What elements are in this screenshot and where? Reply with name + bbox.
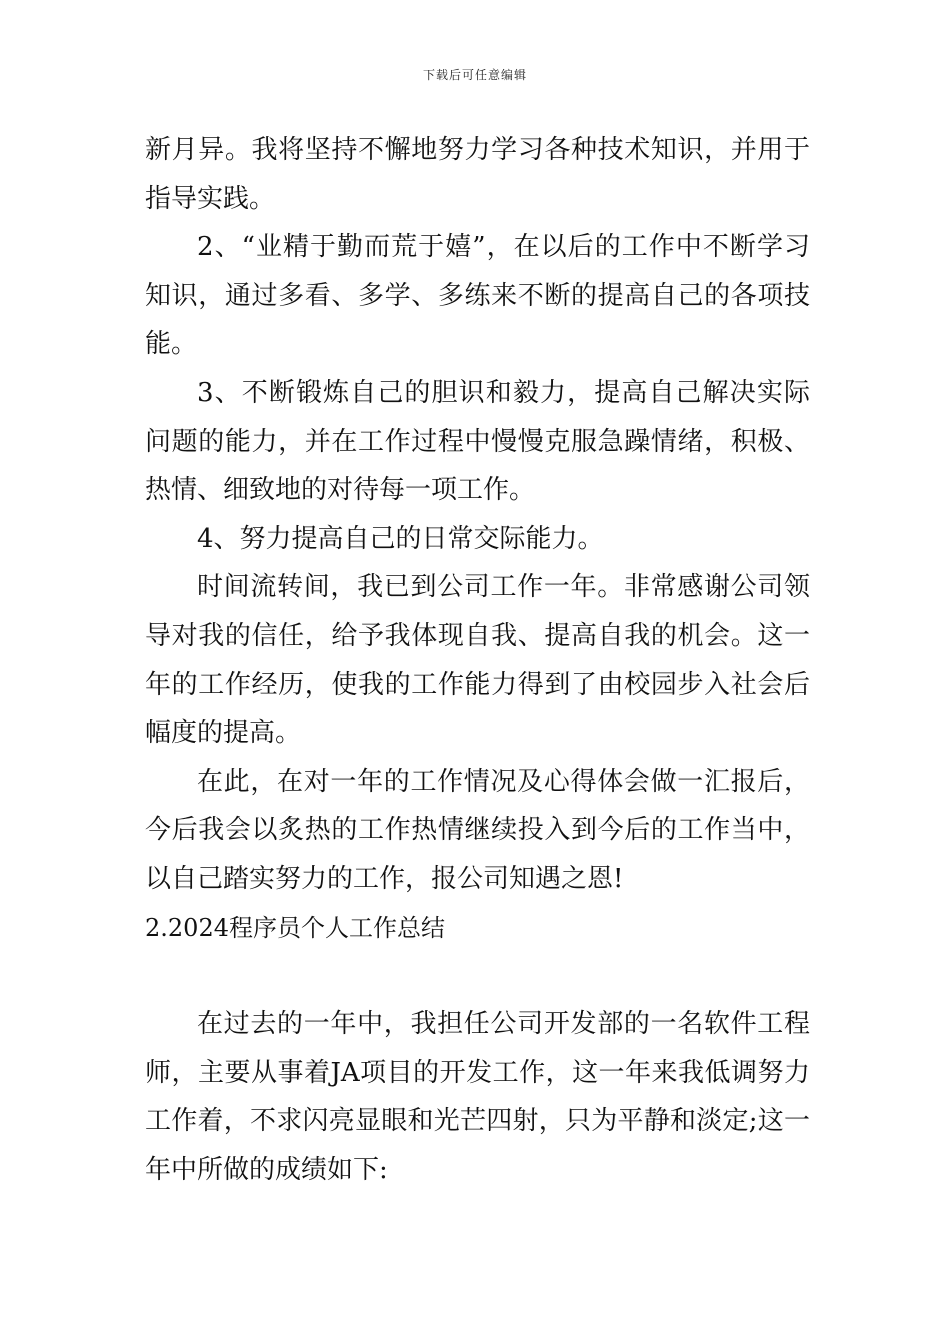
paragraph-item-2: 2、“业精于勤而荒于嬉”，在以后的工作中不断学习知识，通过多看、多学、多练来不断的提高自己的各项技能。 xyxy=(145,232,810,360)
section-paragraph: 在过去的一年中，我担任公司开发部的一名软件工程师，主要从事着JA项目的开发工作，这一年来我低调努力工作着，不求闪亮显眼和光芒四射，只为平静和淡定;这一年中所做的成绩如下: xyxy=(145,1009,810,1185)
document-body xyxy=(145,126,810,1194)
page-header-note: 下载后可任意编辑 xyxy=(422,68,527,82)
section-spacer xyxy=(145,952,810,1000)
paragraph-continued: 新月异。我将坚持不懈地努力学习各种技术知识，并用于指导实践。 xyxy=(145,135,810,214)
paragraph-conclusion: 在此，在对一年的工作情况及心得体会做一汇报后，今后我会以炙热的工作热情继续投入到今后的工作当中，以自己踏实努力的工作，报公司知遇之恩! xyxy=(145,766,810,894)
paragraph-item-4: 4、努力提高自己的日常交际能力。 xyxy=(197,523,604,554)
paragraph-item-3: 3、不断锻炼自己的胆识和毅力，提高自己解决实际问题的能力，并在工作过程中慢慢克服急躁情绪，积极、热情、细致地的对待每一项工作。 xyxy=(145,377,810,506)
paragraph-one-year: 时间流转间，我已到公司工作一年。非常感谢公司领导对我的信任，给予我体现自我、提高自我的机会。这一年的工作经历，使我的工作能力得到了由校园步入社会后幅度的提高。 xyxy=(145,572,810,749)
section-heading: 2.2024程序员个人工作总结 xyxy=(145,913,445,942)
